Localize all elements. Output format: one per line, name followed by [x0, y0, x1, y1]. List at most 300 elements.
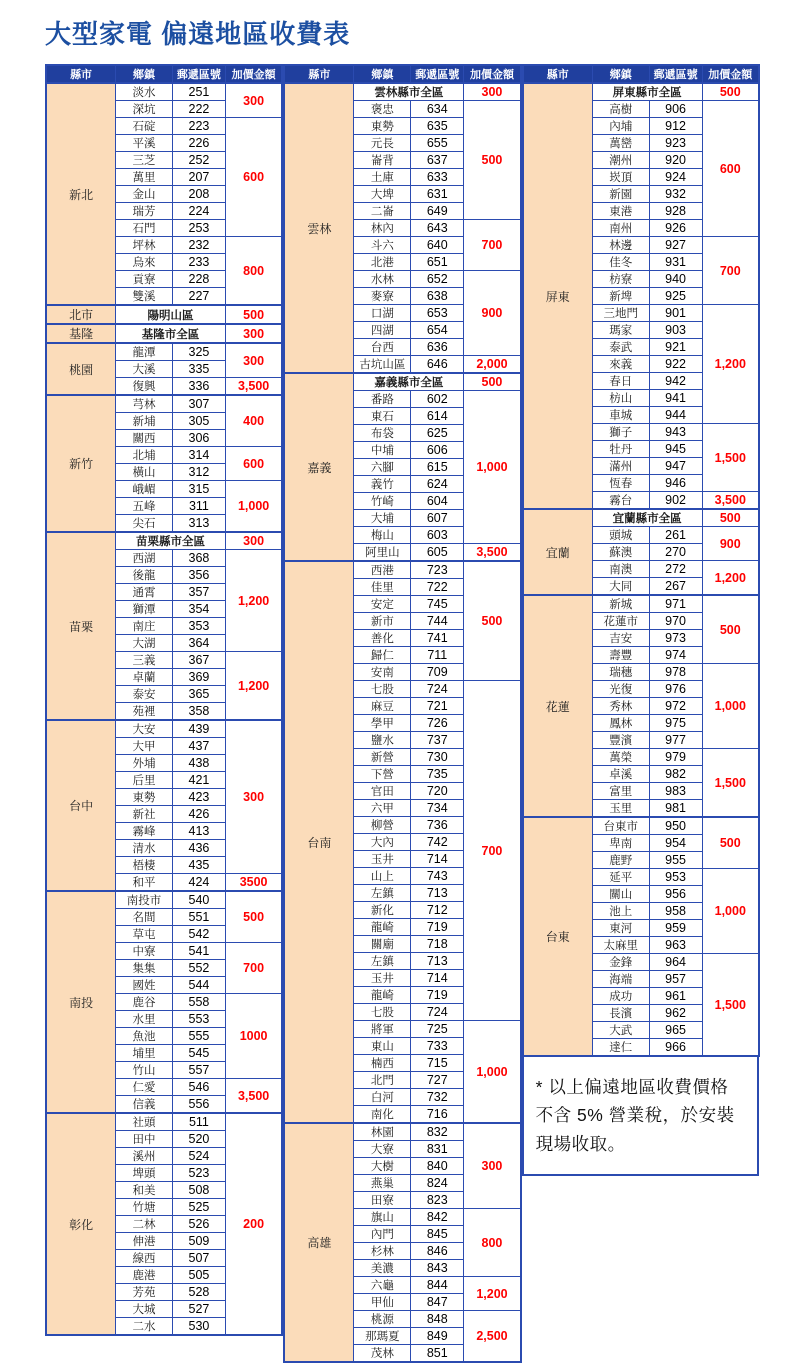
township-cell: 玉井	[354, 851, 411, 868]
township-cell: 三地門	[592, 305, 649, 322]
township-cell: 新城	[592, 595, 649, 613]
zip-cell: 314	[172, 447, 225, 464]
township-cell: 大同	[592, 578, 649, 596]
header-county: 縣市	[46, 65, 116, 83]
zip-cell: 979	[649, 749, 702, 766]
fee-cell: 1,500	[702, 954, 759, 1057]
township-cell: 壽豐	[592, 647, 649, 664]
zip-cell: 903	[649, 322, 702, 339]
header-fee: 加價金額	[702, 65, 759, 83]
fee-cell: 1,200	[702, 305, 759, 424]
zip-cell: 744	[411, 613, 464, 630]
table-row	[46, 324, 282, 343]
zip-cell: 736	[411, 817, 464, 834]
fee-cell: 1,000	[702, 869, 759, 954]
zip-cell: 325	[172, 343, 225, 361]
fee-cell: 700	[464, 681, 521, 1021]
zip-cell: 603	[411, 527, 464, 544]
township-cell: 新社	[116, 806, 173, 823]
township-cell: 褒忠	[354, 101, 411, 118]
fee-cell: 900	[702, 527, 759, 561]
fee-cell: 700	[464, 220, 521, 271]
township-cell: 烏來	[116, 254, 173, 271]
township-cell: 深坑	[116, 101, 173, 118]
header-zip: 郵遞區號	[411, 65, 464, 83]
township-cell: 通霄	[116, 584, 173, 601]
township-cell: 東山	[354, 1038, 411, 1055]
zip-cell: 847	[411, 1294, 464, 1311]
township-cell: 南澳	[592, 561, 649, 578]
region-span-cell: 陽明山區	[116, 305, 226, 324]
zip-cell: 637	[411, 152, 464, 169]
township-cell: 高樹	[592, 101, 649, 118]
township-cell: 太麻里	[592, 937, 649, 954]
township-cell: 土庫	[354, 169, 411, 186]
township-cell: 平溪	[116, 135, 173, 152]
county-cell: 基隆	[46, 324, 116, 343]
township-cell: 東河	[592, 920, 649, 937]
township-cell: 關山	[592, 886, 649, 903]
township-cell: 埔里	[116, 1045, 173, 1062]
township-cell: 義竹	[354, 476, 411, 493]
zip-cell: 542	[172, 926, 225, 943]
region-span-cell: 基隆市全區	[116, 324, 226, 343]
township-cell: 三芝	[116, 152, 173, 169]
zip-cell: 505	[172, 1267, 225, 1284]
zip-cell: 932	[649, 186, 702, 203]
table-row	[46, 891, 282, 909]
township-cell: 泰武	[592, 339, 649, 356]
table-row	[523, 817, 759, 835]
township-cell: 達仁	[592, 1039, 649, 1057]
township-cell: 南化	[354, 1106, 411, 1124]
zip-cell: 851	[411, 1345, 464, 1363]
township-cell: 安定	[354, 596, 411, 613]
township-cell: 金山	[116, 186, 173, 203]
zip-cell: 261	[649, 527, 702, 544]
zip-cell: 507	[172, 1250, 225, 1267]
township-cell: 大湖	[116, 635, 173, 652]
county-cell: 宜蘭	[523, 509, 593, 595]
township-cell: 七股	[354, 1004, 411, 1021]
zip-cell: 709	[411, 664, 464, 681]
fee-cell: 300	[225, 324, 282, 343]
township-cell: 林園	[354, 1123, 411, 1141]
fee-cell: 300	[225, 343, 282, 378]
zip-cell: 716	[411, 1106, 464, 1124]
township-cell: 大埔	[354, 510, 411, 527]
zip-cell: 557	[172, 1062, 225, 1079]
page-title: 大型家電 偏遠地區收費表	[45, 19, 351, 49]
township-cell: 石門	[116, 220, 173, 237]
township-cell: 白河	[354, 1089, 411, 1106]
fee-table-1	[45, 64, 283, 1336]
fee-cell: 500	[464, 373, 521, 391]
township-cell: 新營	[354, 749, 411, 766]
zip-cell: 207	[172, 169, 225, 186]
zip-cell: 844	[411, 1277, 464, 1294]
zip-cell: 927	[649, 237, 702, 254]
zip-cell: 527	[172, 1301, 225, 1318]
township-cell: 玉井	[354, 970, 411, 987]
zip-cell: 315	[172, 481, 225, 498]
zip-cell: 978	[649, 664, 702, 681]
page	[45, 14, 760, 1363]
zip-cell: 964	[649, 954, 702, 971]
zip-cell: 636	[411, 339, 464, 356]
township-cell: 后里	[116, 772, 173, 789]
township-cell: 車城	[592, 407, 649, 424]
table-row	[46, 532, 282, 550]
county-cell: 南投	[46, 891, 116, 1113]
township-cell: 二崙	[354, 203, 411, 220]
township-cell: 金鋒	[592, 954, 649, 971]
table-row	[46, 1113, 282, 1131]
township-cell: 大樹	[354, 1158, 411, 1175]
township-cell: 安南	[354, 664, 411, 681]
zip-cell: 946	[649, 475, 702, 492]
township-cell: 貢寮	[116, 271, 173, 288]
township-cell: 萬榮	[592, 749, 649, 766]
zip-cell: 923	[649, 135, 702, 152]
zip-cell: 730	[411, 749, 464, 766]
zip-cell: 723	[411, 561, 464, 579]
county-cell: 花蓮	[523, 595, 593, 817]
fee-cell: 3,500	[225, 1079, 282, 1114]
fee-cell: 500	[702, 83, 759, 101]
fee-cell: 500	[702, 595, 759, 664]
township-cell: 杉林	[354, 1243, 411, 1260]
fee-cell: 500	[702, 509, 759, 527]
zip-cell: 367	[172, 652, 225, 669]
township-cell: 美濃	[354, 1260, 411, 1277]
header-county: 縣市	[284, 65, 354, 83]
zip-cell: 724	[411, 1004, 464, 1021]
township-cell: 卓溪	[592, 766, 649, 783]
zip-cell: 655	[411, 135, 464, 152]
township-cell: 萬里	[116, 169, 173, 186]
township-cell: 五峰	[116, 498, 173, 515]
township-cell: 秀林	[592, 698, 649, 715]
zip-cell: 652	[411, 271, 464, 288]
township-cell: 七股	[354, 681, 411, 698]
zip-cell: 631	[411, 186, 464, 203]
township-cell: 坪林	[116, 237, 173, 254]
zip-cell: 724	[411, 681, 464, 698]
township-cell: 枋寮	[592, 271, 649, 288]
zip-cell: 973	[649, 630, 702, 647]
township-cell: 茂林	[354, 1345, 411, 1363]
township-cell: 阿里山	[354, 544, 411, 562]
zip-cell: 253	[172, 220, 225, 237]
zip-cell: 413	[172, 823, 225, 840]
zip-cell: 714	[411, 970, 464, 987]
fee-cell: 2,000	[464, 356, 521, 374]
township-cell: 獅潭	[116, 601, 173, 618]
township-cell: 北門	[354, 1072, 411, 1089]
township-cell: 西湖	[116, 550, 173, 567]
zip-cell: 307	[172, 395, 225, 413]
table-column-1	[45, 64, 283, 1336]
zip-cell: 958	[649, 903, 702, 920]
fee-cell: 500	[464, 101, 521, 220]
township-cell: 萬巒	[592, 135, 649, 152]
township-cell: 大城	[116, 1301, 173, 1318]
fee-table-2	[283, 64, 521, 1363]
zip-cell: 267	[649, 578, 702, 596]
township-cell: 番路	[354, 391, 411, 408]
zip-cell: 943	[649, 424, 702, 441]
table-row	[523, 83, 759, 101]
zip-cell: 251	[172, 83, 225, 101]
fee-cell: 800	[464, 1209, 521, 1277]
township-cell: 北港	[354, 254, 411, 271]
zip-cell: 607	[411, 510, 464, 527]
township-cell: 大寮	[354, 1141, 411, 1158]
township-cell: 東港	[592, 203, 649, 220]
zip-cell: 555	[172, 1028, 225, 1045]
township-cell: 霧峰	[116, 823, 173, 840]
township-cell: 佳里	[354, 579, 411, 596]
township-cell: 內門	[354, 1226, 411, 1243]
zip-cell: 732	[411, 1089, 464, 1106]
township-cell: 水林	[354, 271, 411, 288]
fee-cell: 200	[225, 1113, 282, 1335]
township-cell: 名間	[116, 909, 173, 926]
township-cell: 橫山	[116, 464, 173, 481]
zip-cell: 741	[411, 630, 464, 647]
township-cell: 布袋	[354, 425, 411, 442]
zip-cell: 364	[172, 635, 225, 652]
zip-cell: 931	[649, 254, 702, 271]
zip-cell: 439	[172, 720, 225, 738]
zip-cell: 602	[411, 391, 464, 408]
township-cell: 北埔	[116, 447, 173, 464]
township-cell: 恆春	[592, 475, 649, 492]
township-cell: 和美	[116, 1182, 173, 1199]
zip-cell: 509	[172, 1233, 225, 1250]
table-row	[284, 83, 520, 101]
zip-cell: 437	[172, 738, 225, 755]
zip-cell: 508	[172, 1182, 225, 1199]
fee-cell: 500	[464, 561, 521, 681]
zip-cell: 971	[649, 595, 702, 613]
zip-cell: 823	[411, 1192, 464, 1209]
township-cell: 來義	[592, 356, 649, 373]
zip-cell: 541	[172, 943, 225, 960]
zip-cell: 358	[172, 703, 225, 721]
fee-cell: 1,000	[702, 664, 759, 749]
fee-cell: 3,500	[702, 492, 759, 510]
township-cell: 燕巢	[354, 1175, 411, 1192]
township-cell: 田中	[116, 1131, 173, 1148]
fee-cell: 2,500	[464, 1311, 521, 1363]
zip-cell: 906	[649, 101, 702, 118]
township-cell: 吉安	[592, 630, 649, 647]
township-cell: 苑裡	[116, 703, 173, 721]
township-cell: 六甲	[354, 800, 411, 817]
township-cell: 麻豆	[354, 698, 411, 715]
zip-cell: 353	[172, 618, 225, 635]
county-cell: 北市	[46, 305, 116, 324]
table-row	[46, 720, 282, 738]
township-cell: 內埔	[592, 118, 649, 135]
township-cell: 伸港	[116, 1233, 173, 1250]
header-county: 縣市	[523, 65, 593, 83]
header-township: 鄉鎮	[116, 65, 173, 83]
township-cell: 左鎮	[354, 953, 411, 970]
township-cell: 鹽水	[354, 732, 411, 749]
township-cell: 中寮	[116, 943, 173, 960]
table-row	[284, 373, 520, 391]
township-cell: 埤頭	[116, 1165, 173, 1182]
zip-cell: 544	[172, 977, 225, 994]
zip-cell: 945	[649, 441, 702, 458]
zip-cell: 719	[411, 987, 464, 1004]
township-cell: 大安	[116, 720, 173, 738]
zip-cell: 436	[172, 840, 225, 857]
township-cell: 石碇	[116, 118, 173, 135]
table-column-3	[522, 64, 760, 1176]
zip-cell: 848	[411, 1311, 464, 1328]
township-cell: 官田	[354, 783, 411, 800]
township-cell: 光復	[592, 681, 649, 698]
township-cell: 東石	[354, 408, 411, 425]
county-cell: 苗栗	[46, 532, 116, 720]
zip-cell: 977	[649, 732, 702, 749]
fee-cell: 700	[702, 237, 759, 305]
township-cell: 大武	[592, 1022, 649, 1039]
township-cell: 四湖	[354, 322, 411, 339]
table-row	[46, 343, 282, 361]
township-cell: 左鎮	[354, 885, 411, 902]
zip-cell: 438	[172, 755, 225, 772]
township-cell: 池上	[592, 903, 649, 920]
zip-cell: 306	[172, 430, 225, 447]
township-cell: 東勢	[354, 118, 411, 135]
zip-cell: 223	[172, 118, 225, 135]
fee-cell: 300	[464, 83, 521, 101]
table-row	[46, 395, 282, 413]
zip-cell: 638	[411, 288, 464, 305]
zip-cell: 845	[411, 1226, 464, 1243]
zip-cell: 633	[411, 169, 464, 186]
zip-cell: 605	[411, 544, 464, 562]
township-cell: 古坑山區	[354, 356, 411, 374]
zip-cell: 940	[649, 271, 702, 288]
township-cell: 溪州	[116, 1148, 173, 1165]
zip-cell: 924	[649, 169, 702, 186]
zip-cell: 981	[649, 800, 702, 818]
zip-cell: 224	[172, 203, 225, 220]
township-cell: 竹塘	[116, 1199, 173, 1216]
region-span-cell: 嘉義縣市全區	[354, 373, 464, 391]
township-cell: 草屯	[116, 926, 173, 943]
township-cell: 潮州	[592, 152, 649, 169]
zip-cell: 614	[411, 408, 464, 425]
township-cell: 龍崎	[354, 987, 411, 1004]
zip-cell: 942	[649, 373, 702, 390]
zip-cell: 435	[172, 857, 225, 874]
zip-cell: 226	[172, 135, 225, 152]
zip-cell: 743	[411, 868, 464, 885]
township-cell: 斗六	[354, 237, 411, 254]
zip-cell: 232	[172, 237, 225, 254]
county-cell: 彰化	[46, 1113, 116, 1335]
zip-cell: 961	[649, 988, 702, 1005]
township-cell: 將軍	[354, 1021, 411, 1038]
fee-cell: 500	[702, 817, 759, 869]
header-zip: 郵遞區號	[649, 65, 702, 83]
fee-cell: 1,200	[225, 652, 282, 721]
township-cell: 花蓮市	[592, 613, 649, 630]
zip-cell: 208	[172, 186, 225, 203]
zip-cell: 222	[172, 101, 225, 118]
township-cell: 雙溪	[116, 288, 173, 306]
township-cell: 峨嵋	[116, 481, 173, 498]
township-cell: 鹿野	[592, 852, 649, 869]
township-cell: 大溪	[116, 361, 173, 378]
township-cell: 大甲	[116, 738, 173, 755]
zip-cell: 902	[649, 492, 702, 510]
township-cell: 新市	[354, 613, 411, 630]
fee-cell: 1,200	[702, 561, 759, 596]
zip-cell: 552	[172, 960, 225, 977]
township-cell: 芳苑	[116, 1284, 173, 1301]
zip-cell: 712	[411, 902, 464, 919]
zip-cell: 540	[172, 891, 225, 909]
region-span-cell: 宜蘭縣市全區	[592, 509, 702, 527]
zip-cell: 953	[649, 869, 702, 886]
township-cell: 大埤	[354, 186, 411, 203]
township-cell: 竹崎	[354, 493, 411, 510]
township-cell: 台東市	[592, 817, 649, 835]
zip-cell: 840	[411, 1158, 464, 1175]
zip-cell: 558	[172, 994, 225, 1011]
fee-cell: 600	[702, 101, 759, 237]
zip-cell: 634	[411, 101, 464, 118]
fee-cell: 300	[464, 1123, 521, 1209]
zip-cell: 313	[172, 515, 225, 533]
township-cell: 關廟	[354, 936, 411, 953]
township-cell: 那瑪夏	[354, 1328, 411, 1345]
fee-cell: 1,500	[702, 749, 759, 818]
zip-cell: 734	[411, 800, 464, 817]
zip-cell: 524	[172, 1148, 225, 1165]
zip-cell: 722	[411, 579, 464, 596]
township-cell: 台西	[354, 339, 411, 356]
header-zip: 郵遞區號	[172, 65, 225, 83]
township-cell: 佳冬	[592, 254, 649, 271]
zip-cell: 941	[649, 390, 702, 407]
zip-cell: 849	[411, 1328, 464, 1345]
zip-cell: 530	[172, 1318, 225, 1336]
zip-cell: 335	[172, 361, 225, 378]
township-cell: 南投市	[116, 891, 173, 909]
header-township: 鄉鎮	[592, 65, 649, 83]
township-cell: 清水	[116, 840, 173, 857]
township-cell: 桃源	[354, 1311, 411, 1328]
fee-cell: 500	[225, 305, 282, 324]
zip-cell: 976	[649, 681, 702, 698]
zip-cell: 713	[411, 885, 464, 902]
zip-cell: 715	[411, 1055, 464, 1072]
fee-cell: 3,500	[464, 544, 521, 562]
zip-cell: 842	[411, 1209, 464, 1226]
township-cell: 南州	[592, 220, 649, 237]
fee-cell: 3500	[225, 874, 282, 892]
fee-cell: 700	[225, 943, 282, 994]
